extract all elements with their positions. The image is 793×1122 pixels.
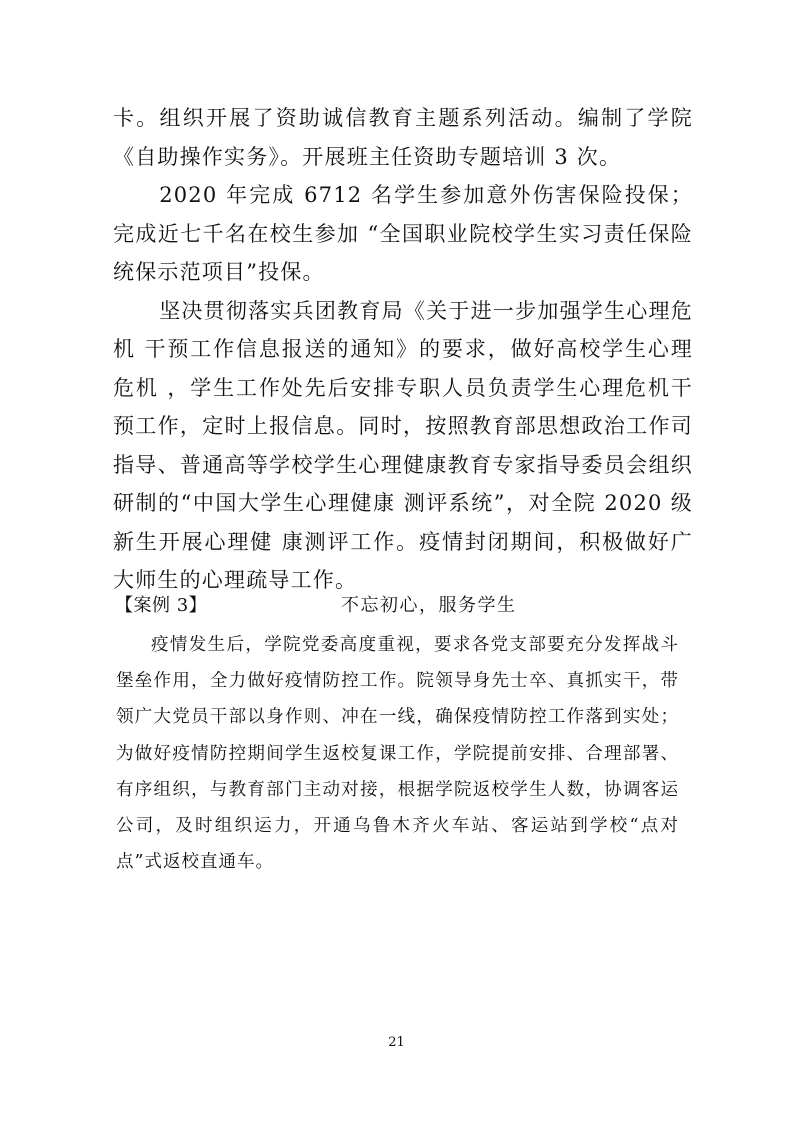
case-title: 不忘初心，服务学生: [341, 595, 517, 616]
page-number: 21: [388, 1035, 405, 1050]
case-label: 【案例 3】: [115, 595, 208, 616]
paragraph-insurance: 2020 年完成 6712 名学生参加意外伤害保险投保；完成近七千名在校生参加 “全国职业院校学生实习责任保险统保示范项目”投保。: [113, 183, 693, 284]
case-body: [116, 627, 679, 880]
body-text: [113, 99, 693, 600]
paragraph-funding-activities: 卡。组织开展了资助诚信教育主题系列活动。编制了学院《自助操作实务》。开展班主任资助专题培训 3 次。: [113, 106, 693, 169]
case-heading: [115, 589, 695, 623]
paragraph-mental-health: 坚决贯彻落实兵团教育局《关于进一步加强学生心理危机 干预工作信息报送的通知》的要求，做好高校学生心理危机 ，学生工作处先后安排专职人员负责学生心理危机干预工作，定时上报信息。同时，按照教育部思想政治工作司指导、普通高等学校学生心理健康教育专家指导委员会组织研制的“中国大学生心理健康 测评系统”，对全院 2020 级新生开展心理健 康测评工作。疫情封闭期间，积极做好广大师生的心理疏导工作。: [113, 298, 693, 592]
case-paragraph: 疫情发生后，学院党委高度重视，要求各党支部要充分发挥战斗堡垒作用，全力做好疫情防控工作。院领导身先士卒、真抓实干，带领广大党员干部以身作则、冲在一线，确保疫情防控工作落到实处；为做好疫情防控期间学生返校复课工作，学院提前安排、合理部署、有序组织，与教育部门主动对接，根据学院返校学生人数，协调客运公司，及时组织运力，开通乌鲁木齐火车站、客运站到学校“点对点”式返校直通车。: [116, 635, 679, 873]
